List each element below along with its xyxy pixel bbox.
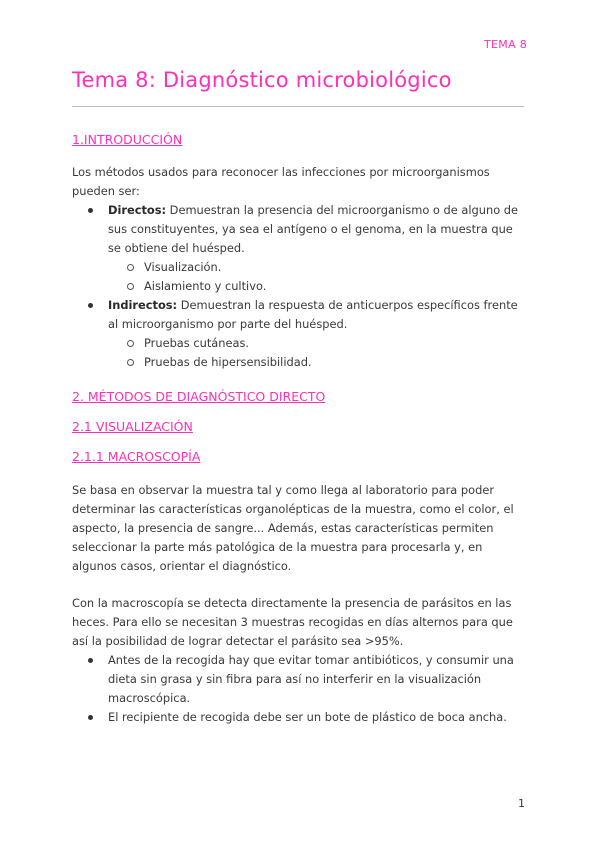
section-heading-intro: 1.INTRODUCCIÓN: [72, 132, 183, 147]
list-item-sub: Pruebas cutáneas.: [72, 334, 528, 353]
list-item-sub: Visualización.: [72, 258, 528, 277]
macroscopia-paragraph-2: Con la macroscopía se detecta directamente la presencia de parásitos en las heces. Para ello se necesitan 3 muestras recogidas en días alternos para que así la posibilidad de lograr detectar el parásito sea >95%.: [72, 596, 513, 648]
page-number: 1: [518, 797, 525, 810]
macroscopia-paragraph-1: Se basa en observar la muestra tal y como llega al laboratorio para poder determinar las características organolépticas de la muestra, como el color, el aspecto, la presencia de sangre... Además, estas características permiten seleccionar la parte más patológica de la muestra para procesarla y, en algunos casos, orientar el diagnóstico.: [72, 483, 514, 573]
macroscopia-list: [72, 651, 528, 727]
title-divider: [72, 106, 524, 107]
document-content: [72, 130, 528, 727]
header-tag: TEMA 8: [484, 38, 527, 51]
indirectos-label: Indirectos:: [108, 298, 178, 312]
list-item-directos: [72, 201, 528, 258]
list-item-sub: Aislamiento y cultivo.: [72, 277, 528, 296]
section-heading-directo: 2. MÉTODOS DE DIAGNÓSTICO DIRECTO: [72, 389, 326, 404]
page-title: Tema 8: Diagnóstico microbiológico: [72, 68, 452, 92]
methods-list: [72, 201, 528, 372]
directos-text: Demuestran la presencia del microorganismo o de alguno de sus constituyentes, ya sea el antígeno o el genoma, en la muestra que se obtiene del huésped.: [108, 203, 519, 255]
intro-paragraph: Los métodos usados para reconocer las infecciones por microorganismos pueden ser:: [72, 165, 490, 198]
list-item-indirectos: [72, 296, 528, 334]
indirectos-text: Demuestran la respuesta de anticuerpos específicos frente al microorganismo por parte del huésped.: [108, 298, 518, 331]
list-item-sub: Pruebas de hipersensibilidad.: [72, 353, 528, 372]
section-heading-macroscopia: 2.1.1 MACROSCOPÍA: [72, 449, 201, 464]
section-heading-visualizacion: 2.1 VISUALIZACIÓN: [72, 419, 193, 434]
list-item: Antes de la recogida hay que evitar tomar antibióticos, y consumir una dieta sin grasa y sin fibra para así no interferir en la visualización macroscópica.: [72, 651, 528, 708]
list-item: El recipiente de recogida debe ser un bote de plástico de boca ancha.: [72, 708, 528, 727]
directos-label: Directos:: [108, 203, 167, 217]
